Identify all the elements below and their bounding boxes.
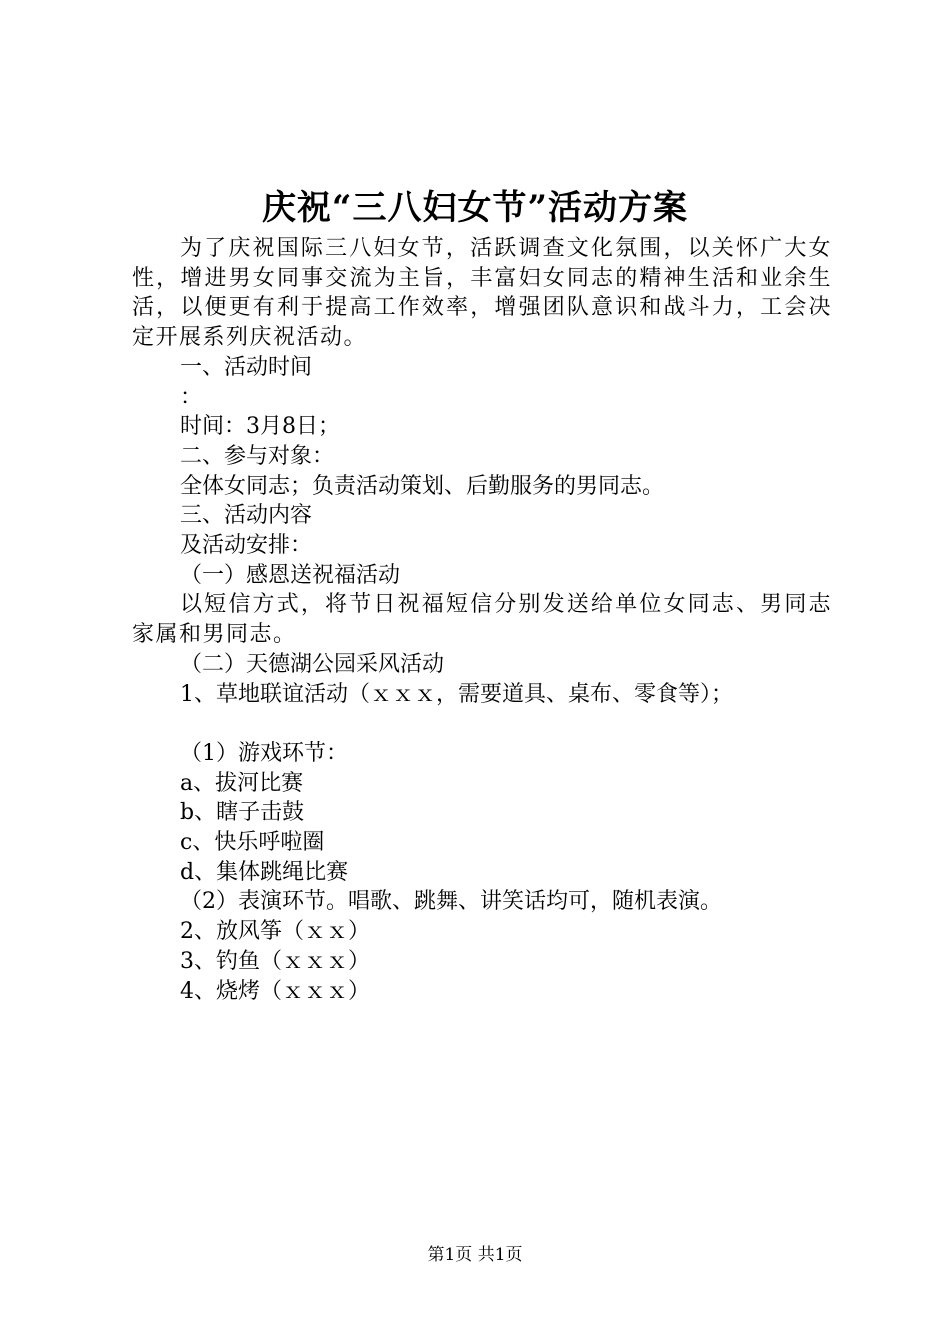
list-item-barbecue: 4、烧烤（ｘｘｘ） <box>180 978 370 1004</box>
list-item-tug-of-war: a、拔河比赛 <box>180 770 304 796</box>
paragraph-sms: 以短信方式，将节日祝福短信分别发送给单位女同志、男同志家属和男同志。 <box>132 592 832 648</box>
intro-paragraph: 为了庆祝国际三八妇女节，活跃调查文化氛围，以关怀广大女性，增进男女同事交流为主旨，丰富妇女同志的精神生活和业余生活，以便更有利于提高工作效率，增强团队意识和战斗力，工会决定开展系列庆祝活动。 <box>132 236 832 351</box>
paragraph-date: 时间：3月8日； <box>180 414 340 440</box>
section-heading-content: 三、活动内容 <box>180 503 313 529</box>
page-footer: 第1页 共1页 <box>427 1245 523 1265</box>
section-heading-participants: 二、参与对象： <box>180 443 335 469</box>
list-item-fishing: 3、钓鱼（ｘｘｘ） <box>180 948 370 974</box>
document-title: 庆祝“三八妇女节”活动方案 <box>261 188 689 228</box>
section-heading-time: 一、活动时间 <box>180 354 313 380</box>
paragraph-colon: ： <box>180 384 203 410</box>
paragraph-participants: 全体女同志；负责活动策划、后勤服务的男同志。 <box>180 473 665 499</box>
document-body <box>132 234 832 1006</box>
list-item-hula-hoop: c、快乐呼啦圈 <box>180 830 325 856</box>
blank-line <box>132 709 832 739</box>
list-item-kite: 2、放风筝（ｘｘ） <box>180 919 370 945</box>
list-item-games: （1）游戏环节： <box>180 740 348 766</box>
list-item-drum: b、瞎子击鼓 <box>180 800 305 826</box>
subsection-heading-park: （二）天德湖公园采风活动 <box>180 651 445 677</box>
list-item-picnic: 1、草地联谊活动（ｘｘｘ，需要道具、桌布、零食等）； <box>180 681 733 707</box>
subsection-heading-blessing: （一）感恩送祝福活动 <box>180 562 401 588</box>
list-item-performance: （2）表演环节。唱歌、跳舞、讲笑话均可，随机表演。 <box>180 889 722 915</box>
paragraph-arrangement: 及活动安排： <box>180 533 313 559</box>
list-item-jump-rope: d、集体跳绳比赛 <box>180 859 349 885</box>
